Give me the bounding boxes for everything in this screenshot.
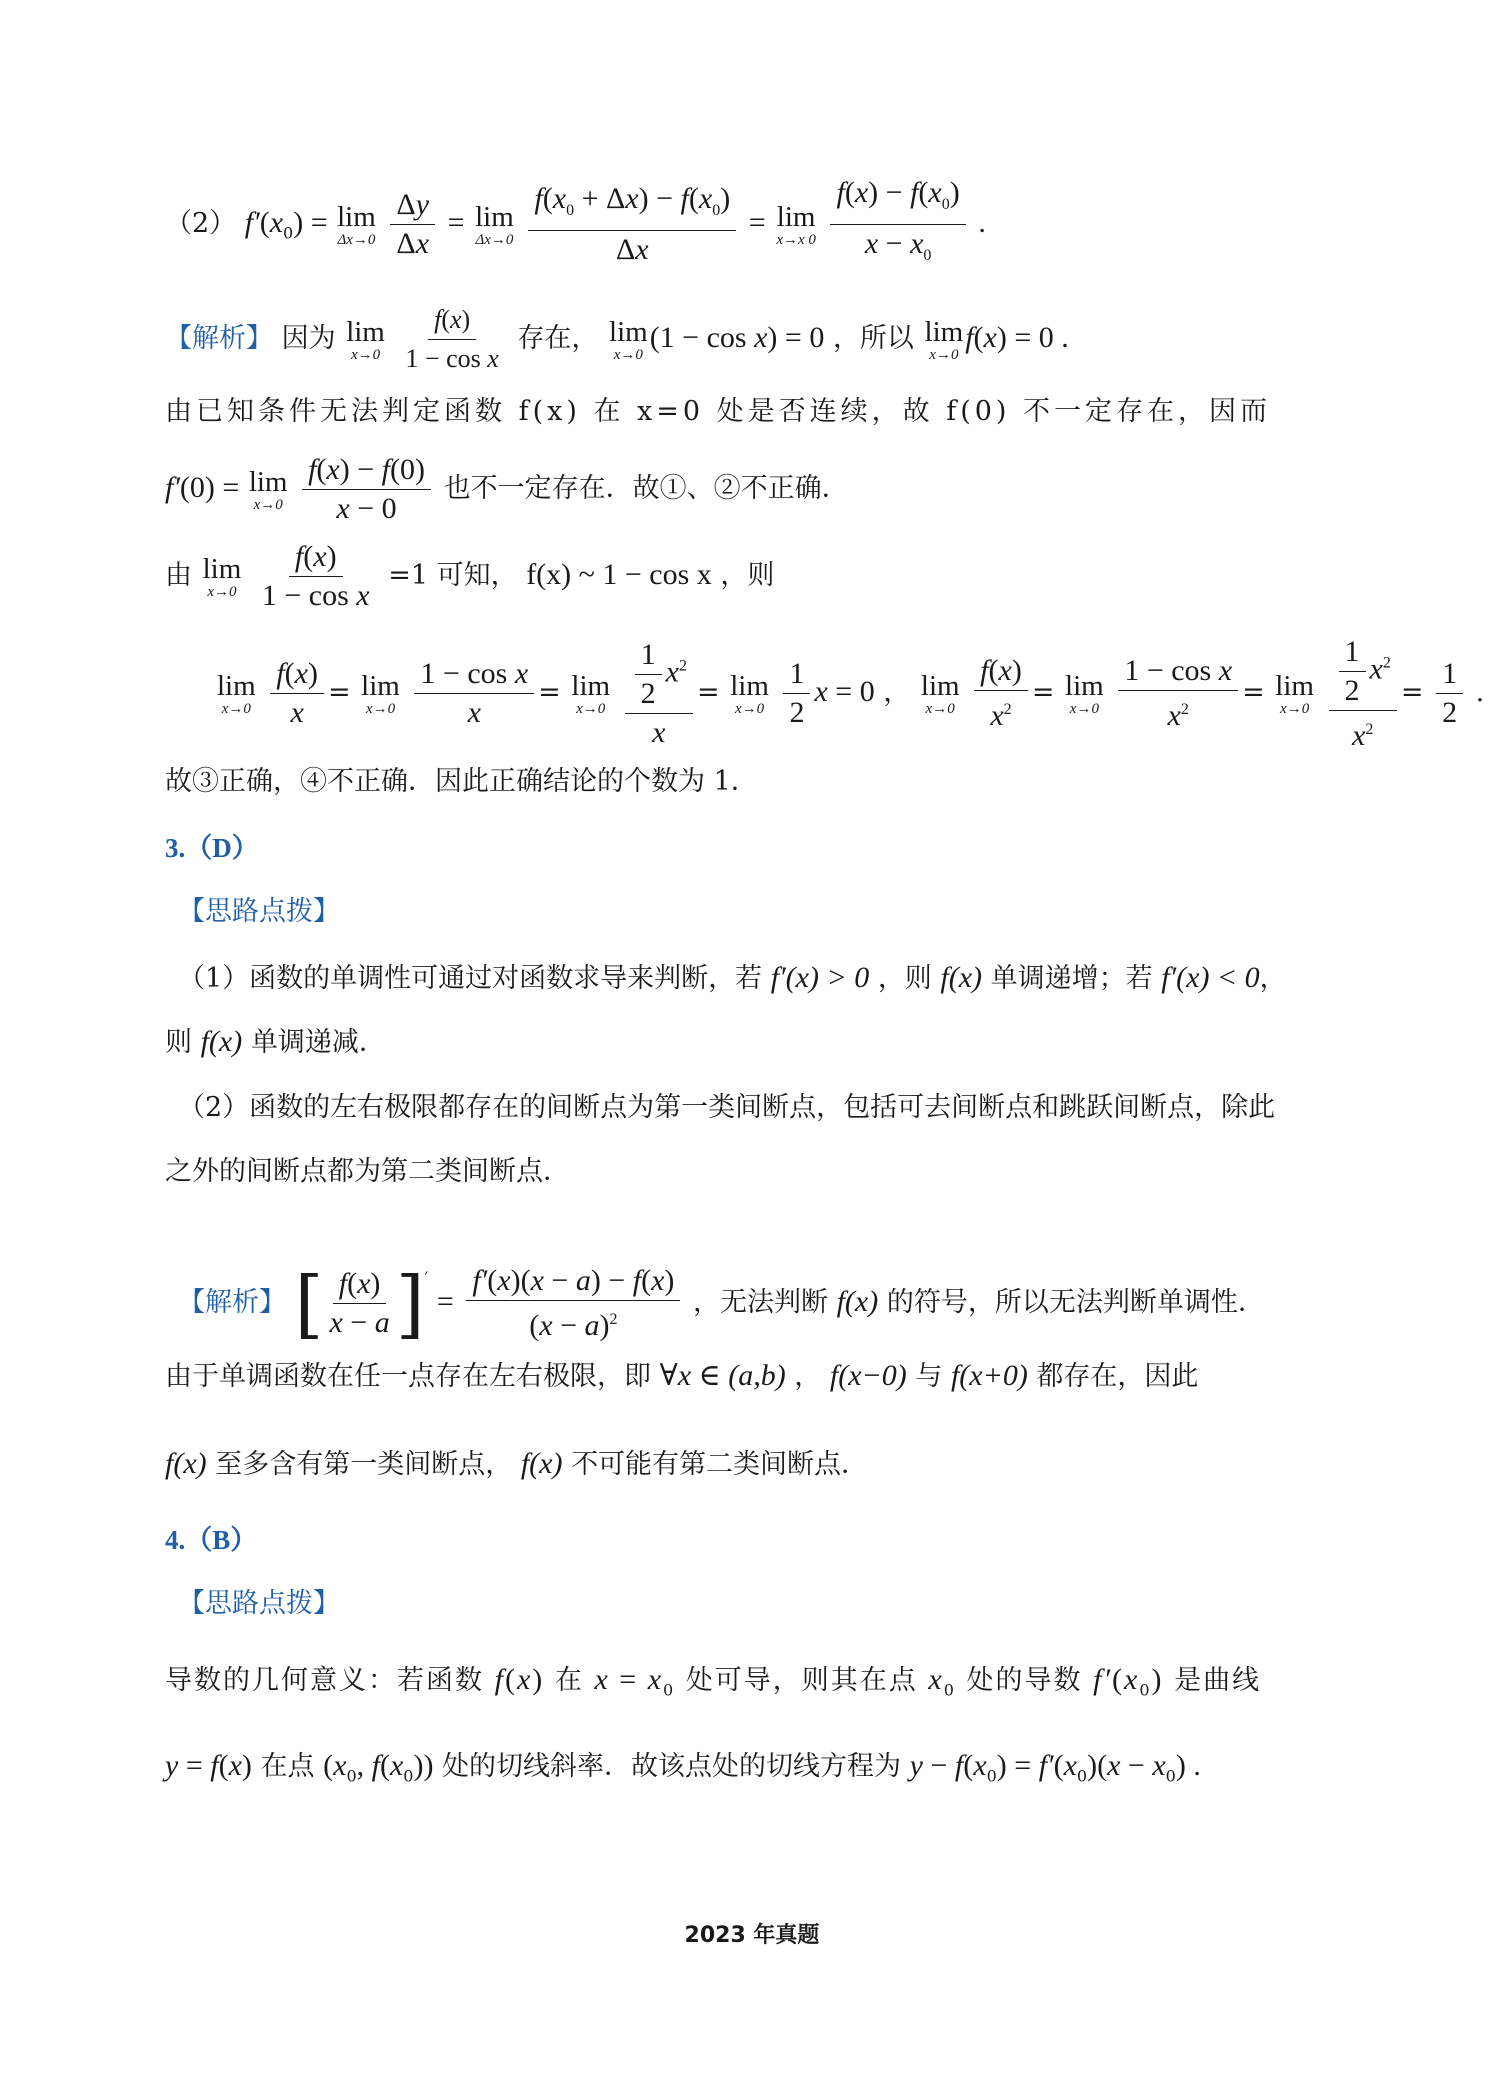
- math: ∀x ∈ (a,b): [659, 1359, 786, 1392]
- q3-analysis: 【解析】 [ $\frac{f(x)}{x - a}$ ]′ = $\frac{f'(x)(x - a) - f(x)}{(x - a)^2}$ ，无法判断 f(x) 的符号，所以无法判断单调性．: [178, 1260, 1265, 1347]
- text: （1）函数的单调性可通过对函数求导来判断，若: [178, 963, 763, 994]
- equivalence: f(x) ~ 1 − cos x: [526, 558, 712, 591]
- math: f′(x) > 0: [770, 961, 870, 994]
- text: 处的导数: [966, 1665, 1083, 1696]
- analysis-line-4: 由 lim x→0 $\frac{f(x)}{\text{1 − cos x}}$ =1 可知， f(x) ~ 1 − cos x ，则: [165, 540, 775, 612]
- question-number: 4.（B）: [165, 1525, 258, 1555]
- part-label: （2）: [165, 208, 237, 239]
- text: 处的切线斜率．故该点处的切线方程为: [442, 1751, 902, 1782]
- text: ，无法判断: [693, 1287, 828, 1318]
- text: 由: [165, 560, 192, 591]
- text: 存在，: [517, 323, 599, 354]
- math: f(x−0): [829, 1359, 907, 1392]
- q4-hint-1: 导数的几何意义：若函数 f(x) 在 $x = x_0$ 处可导，则其在点 $x_0$ 处的导数 $f'(x_0)$ 是曲线: [165, 1663, 1262, 1700]
- math: f(x): [520, 1447, 563, 1480]
- analysis-tag: 【解析】: [178, 1287, 286, 1318]
- text: ，所以: [832, 323, 914, 354]
- text: ，: [1259, 963, 1287, 994]
- analysis-line-1: 【解析】 因为 lim x→0 $\frac{f(x)}{\text{1 − cos x}}$ 存在， lim x→0 (1 − cos x) = 0 ，所以 lim x→0 f(x) = 0 .: [165, 305, 1069, 373]
- text: 因为: [281, 323, 336, 354]
- q4-hint-tag: [178, 1584, 1339, 1624]
- analysis-tag: 【解析】: [165, 323, 273, 354]
- analysis-line-3: f′(0) = lim x→0 $\frac{f(x) - f(0)}{x - 0}$ 也不一定存在．故①、②不正确．: [165, 453, 849, 525]
- q3-hint-2-cont: 之外的间断点都为第二类间断点．: [165, 1156, 570, 1187]
- q3-hint-1: [178, 958, 1339, 999]
- text: 单调递减．: [250, 1027, 386, 1058]
- text: 都存在，因此: [1036, 1361, 1199, 1392]
- question-number: 3.（D）: [165, 833, 259, 863]
- question-3-answer: [165, 828, 1339, 869]
- q3-analysis-2: [165, 1356, 1339, 1397]
- text: 处可导，则其在点: [685, 1665, 918, 1696]
- q3-hint-1-cont: [165, 1022, 1339, 1063]
- text: 在: [554, 1665, 584, 1696]
- text: 单调递增；若: [990, 963, 1153, 994]
- text: 与: [915, 1361, 943, 1392]
- analysis-conclusion: 故③正确，④不正确．因此正确结论的个数为 1．: [165, 766, 758, 797]
- analysis-line-2: 由已知条件无法判定函数 f(x) 在 x=0 处是否连续，故 f(0) 不一定存在，因而: [165, 396, 1272, 427]
- q3-hint-2: （2）函数的左右极限都存在的间断点为第一类间断点，包括可去间断点和跳跃间断点，除此: [178, 1092, 1276, 1123]
- text: ，则: [720, 560, 775, 591]
- text: 导数的几何意义：若函数: [165, 1665, 484, 1696]
- question-4-answer: [165, 1520, 1339, 1561]
- text: 由于单调函数在任一点存在左右极限，即: [165, 1361, 651, 1392]
- page-footer: 2023 年真题: [684, 1923, 820, 1948]
- q3-hint-tag: [178, 892, 1339, 932]
- hint-tag: 【思路点拨】: [178, 1588, 340, 1619]
- limit-computation: lim x→0 $\frac{f(x)}{x}$ = lim x→0 $\frac{\text{1 − cos x}}{x}$ = lim x→0 $\frac{1}{2}$ $x^2$ x = lim x→0 $\frac{1}{2}$ x = 0 ， lim x→0 $\frac{f(x)}{x^2}$ = lim x→0 $\frac{\text{1 − cos x}}{x^2}$ = lim x→0 $\frac{1}{2}$ $x^2$ $x^2$ = $\frac{1}{2}$ .: [217, 634, 1485, 752]
- derivative-definition: （2） $f'(x_0)$ = lim Δx→0 $\frac{\Delta y}{\Delta x}$ = lim Δx→0 $\frac{f(x_0 + \Delta x) - f(x_0)}{\Delta x}$ = lim x→x 0 $\frac{f(x) - f(x_0)}{x - x_0}$ .: [165, 176, 986, 266]
- math: f(x+0): [950, 1359, 1028, 1392]
- text: 则: [165, 1027, 192, 1058]
- text: 至多含有第一类间断点，: [215, 1449, 513, 1480]
- hint-tag: 【思路点拨】: [178, 896, 340, 927]
- text: =1 可知，: [388, 560, 518, 591]
- text: 的符号，所以无法判断单调性．: [886, 1287, 1265, 1318]
- text: 不可能有第二类间断点．: [571, 1449, 869, 1480]
- math: f(x): [836, 1285, 879, 1318]
- text: 在点: [260, 1751, 315, 1782]
- math: f′(x) < 0: [1161, 961, 1260, 994]
- text: ，则: [877, 963, 932, 994]
- text: 也不一定存在．故①、②不正确．: [443, 473, 849, 504]
- text: 是曲线: [1174, 1665, 1262, 1696]
- q4-hint-2: y = f(x) 在点 ($x_0$, $f(x_0)$) 处的切线斜率．故该点处的切线方程为 $y - f(x_0) = f'(x_0)(x - x_0)$ .: [165, 1749, 1201, 1786]
- q3-analysis-3: [165, 1444, 1339, 1485]
- math: f(x): [200, 1025, 243, 1058]
- math: f(x): [940, 961, 983, 994]
- text: ，: [794, 1361, 822, 1392]
- math: f(x): [165, 1447, 207, 1480]
